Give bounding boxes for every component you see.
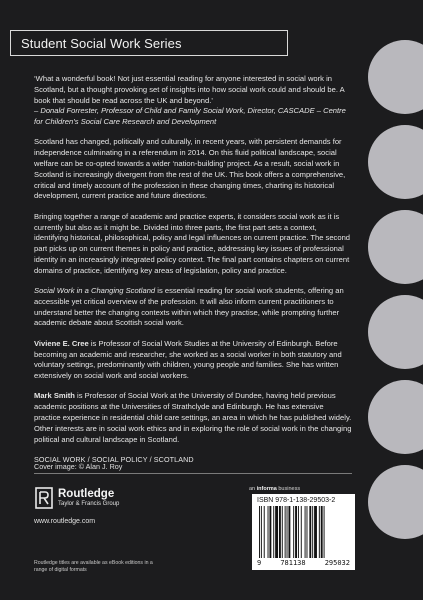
divider — [34, 473, 352, 474]
barcode-digits-right: 295032 — [324, 559, 350, 567]
barcode-box — [252, 494, 355, 570]
publisher-name: Routledge — [58, 488, 115, 500]
author-name: Mark Smith — [34, 391, 75, 401]
quote-text: ‘What a wonderful book! Not just essential reading for anyone interested in social work in Scotland, but a thought provoking set of insights into how social work could and should be. A book that should be read across the UK and beyond.’ — [34, 74, 345, 105]
book-title: Social Work in a Changing Scotland — [34, 286, 156, 296]
publisher-group: Taylor & Francis Group — [58, 501, 120, 507]
barcode-bar — [321, 506, 323, 558]
barcode-bar — [295, 506, 297, 558]
endorsement-quote — [34, 74, 352, 128]
barcode-bar — [273, 506, 274, 558]
barcode-bar — [285, 506, 286, 558]
decorative-circle — [368, 295, 423, 369]
barcode-bar — [293, 506, 294, 558]
barcode-digit-first: 9 — [257, 559, 262, 567]
publisher-logo — [34, 486, 119, 510]
informa-business-tag — [249, 486, 300, 492]
barcode-bar — [282, 506, 283, 558]
decorative-circles — [368, 0, 423, 600]
barcode-bar — [309, 506, 311, 558]
barcode-bar — [261, 506, 262, 558]
series-title-box — [10, 30, 288, 56]
isbn-label: ISBN 978-1-138-29503-2 — [257, 497, 336, 504]
decorative-circle — [368, 380, 423, 454]
barcode-bar — [307, 506, 308, 558]
barcode-bar — [269, 506, 271, 558]
author-name: Viviene E. Cree — [34, 338, 89, 348]
barcode-digits-left: 781138 — [280, 559, 306, 567]
barcode-bar — [279, 506, 281, 558]
decorative-circle — [368, 125, 423, 199]
author-bio-text: is Professor of Social Work at the University of Dundee, having held previous academic positions at the Universities of Strathclyde and Edinburgh. He has extensive practice experience in residential child care settings, an area in which he has published widely. Other interests are in social work ethics and in exploring the role of social work in the changing political and cultural landscape in Scotland. — [34, 391, 352, 444]
barcode-bar — [268, 506, 269, 558]
routledge-mark-icon — [34, 486, 54, 510]
description-paragraph: Bringing together a range of academic and practice experts, it considers social work as it is currently but also as it might be. Divided into three parts, the first part sets a context, identifying historical, philosophical, policy and legal influences on current practice. The second part picks up on current themes in policy and practice, addressing key issues of professional identity in an increasingly integrated policy context. The final part contains chapters on current domains of practice, identifying key areas of legislation, policy and practice. — [34, 211, 351, 275]
description-paragraph: Scotland has changed, politically and culturally, in recent years, with persistent demands for independence culminating in a referendum in 2014. On this fluid political landscape, social welfare can be co-opted towards a wider ‘nation-building’ project. As a result, social work in Scotland is increasingly divergent from the rest of the UK. This book offers a comprehensive, critical and timely account of the profession in these changing times, charting its historical development, current practice and future directions. — [34, 137, 346, 201]
author-bio — [34, 391, 352, 445]
barcode-bar — [287, 506, 288, 558]
back-cover-text — [34, 74, 352, 466]
barcode-bar — [298, 506, 299, 558]
decorative-circle — [368, 40, 423, 114]
series-title: Student Social Work Series — [21, 35, 182, 51]
barcode-bar — [314, 506, 317, 558]
barcode-bar — [275, 506, 278, 558]
barcode-digits — [257, 559, 350, 567]
informa-prefix: an — [249, 486, 257, 492]
decorative-circle — [368, 210, 423, 284]
publisher-url: www.routledge.com — [34, 518, 96, 525]
barcode-bar — [259, 506, 260, 558]
author-bio-text: is Professor of Social Work Studies at the University of Edinburgh. Before becoming an academic and researcher, she worked as a social worker in both statutory and voluntary settings, predominantly with children, young people and families. She has written extensively on social work and social workers. — [34, 338, 342, 381]
book-summary-paragraph — [34, 286, 352, 329]
barcode-bar — [288, 506, 290, 558]
decorative-circle — [368, 465, 423, 539]
ebook-note: Routledge titles are available as eBook editions in a range of digital formats — [34, 560, 153, 573]
informa-brand: informa — [256, 486, 277, 492]
barcode-bar — [264, 506, 265, 558]
author-bio — [34, 339, 352, 382]
book-summary-text: is essential reading for social work students, offering an accessible yet critical overview of the profession. It will also inform current practitioners to understand better the changing contexts within which they practise, while prompting further academic debate about Scottish social work. — [34, 286, 344, 328]
barcode-bar — [301, 506, 302, 558]
cover-image-credit: Cover image: © Alan J. Roy — [34, 462, 123, 471]
barcode-icon — [257, 506, 350, 560]
barcode-bar — [324, 506, 325, 558]
barcode-bar — [305, 506, 306, 558]
barcode-bar — [319, 506, 320, 558]
subject-categories: SOCIAL WORK / SOCIAL POLICY / SCOTLAND — [34, 454, 194, 464]
barcode-bar — [312, 506, 313, 558]
quote-attribution: – Donald Forrester, Professor of Child and Family Social Work, Director, CASCADE – Centre for Children’s Social Care Research and Development — [34, 106, 346, 127]
informa-suffix: business — [276, 486, 301, 492]
